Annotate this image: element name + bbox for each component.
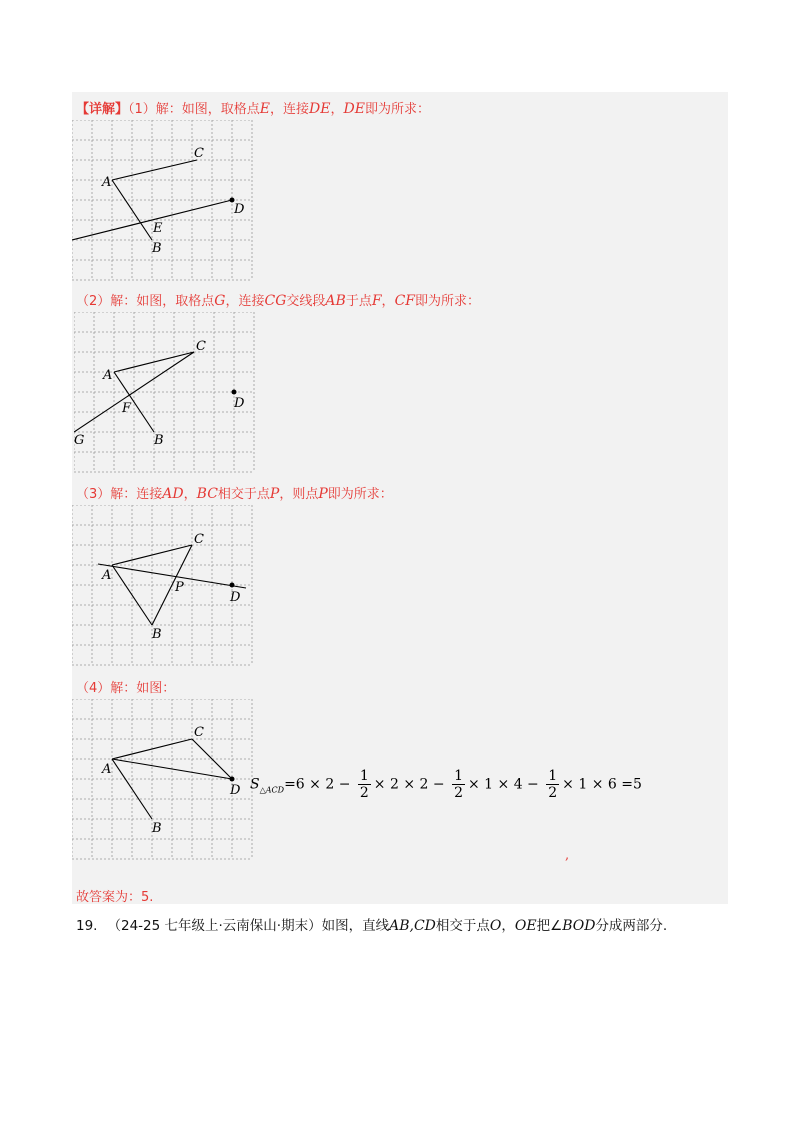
formula-part: × 1 × 4 −: [467, 776, 539, 793]
label-e: E: [153, 221, 163, 236]
text: ，连接: [270, 102, 310, 117]
part2-heading: [76, 290, 480, 309]
label-c: C: [194, 725, 204, 740]
text: （3）解：连接: [76, 487, 163, 502]
text: DE: [309, 101, 331, 117]
part1-heading: [76, 98, 430, 117]
frac-den: 2: [548, 785, 558, 801]
fraction-3: [546, 768, 559, 801]
text: OE: [514, 918, 537, 934]
frac-num: 1: [454, 768, 463, 784]
text: DE: [343, 101, 365, 117]
label-a: A: [102, 568, 112, 583]
label-d: D: [234, 202, 245, 217]
formula-s: S: [250, 776, 260, 793]
text: 如图，直线: [321, 918, 390, 934]
label-a: A: [102, 175, 112, 190]
text: 把∠: [536, 918, 563, 934]
frac-den: 2: [454, 785, 463, 801]
figure-1: [72, 120, 254, 282]
formula-subscript: △ACD: [259, 785, 285, 795]
text: （1）解：如图，取格点: [128, 102, 260, 117]
text: 于点: [345, 294, 372, 309]
grid: [74, 312, 254, 472]
label-d: D: [230, 783, 241, 798]
text: BOD: [562, 918, 596, 934]
text: AD: [162, 486, 184, 502]
text: CF: [394, 293, 415, 309]
label-f: F: [122, 401, 132, 416]
text: P: [318, 486, 328, 502]
label-c: C: [194, 532, 204, 547]
text: ，则点: [279, 487, 319, 502]
label-a: A: [103, 368, 113, 383]
label-g: G: [74, 433, 85, 448]
text: 分成两部分.: [595, 918, 668, 934]
frac-num: 1: [548, 768, 558, 784]
text: E: [259, 101, 271, 117]
question-source: （24-25 七年级上·云南保山·期末）: [107, 918, 322, 934]
label-d: D: [234, 396, 245, 411]
label-p: P: [175, 580, 184, 595]
text: BC: [196, 486, 218, 502]
label-c: C: [194, 146, 204, 161]
figure-3: [72, 505, 254, 667]
text: O: [489, 918, 502, 934]
part4-heading: [76, 677, 175, 696]
figure-2: [74, 312, 256, 474]
fraction-1: [358, 768, 371, 801]
label-b: B: [152, 821, 162, 836]
text: P: [269, 486, 280, 502]
text: ，: [501, 918, 515, 934]
text: 即为所求：: [415, 294, 481, 309]
label-a: A: [102, 762, 112, 777]
text: G: [214, 293, 226, 309]
point-d: [230, 583, 235, 588]
area-formula: [250, 768, 642, 801]
label-b: B: [152, 627, 162, 642]
part3-heading: [76, 483, 393, 502]
text: ，: [183, 487, 197, 502]
label-b: B: [152, 241, 162, 256]
fraction-2: [452, 768, 465, 801]
text: 即为所求：: [327, 487, 393, 502]
text: 即为所求：: [364, 102, 430, 117]
segment-ac: [112, 160, 197, 180]
formula-part: × 1 × 6 =5: [562, 776, 642, 793]
formula-part: =6 × 2 −: [284, 776, 351, 793]
question-19: [76, 914, 667, 934]
text: （2）解：如图，取格点: [76, 294, 215, 309]
text: ，: [330, 102, 344, 117]
answer-line: 故答案为：5.: [76, 890, 154, 905]
text: ，: [381, 294, 395, 309]
figure-4: [72, 699, 254, 861]
text: ，连接: [225, 294, 265, 309]
text: CG: [264, 293, 287, 309]
label-b: B: [154, 433, 164, 448]
point-d: [230, 777, 235, 782]
text: AB: [325, 293, 346, 309]
stray-comma: ,: [565, 848, 570, 863]
frac-den: 2: [359, 785, 369, 801]
text: F: [371, 293, 382, 309]
grid: [72, 120, 252, 280]
text: 交线段: [286, 294, 326, 309]
formula-part: × 2 × 2 −: [373, 776, 445, 793]
label-c: C: [196, 339, 206, 354]
text: 相交于点: [217, 487, 270, 502]
detail-bracket: 【详解】: [76, 102, 129, 117]
grid: [72, 699, 252, 859]
point-d: [232, 390, 237, 395]
frac-num: 1: [359, 768, 369, 784]
question-number: 19.: [76, 918, 98, 934]
text: （4）解：如图：: [76, 681, 176, 696]
text: 相交于点: [435, 918, 490, 934]
label-d: D: [230, 590, 241, 605]
text: AB,CD: [389, 918, 436, 934]
